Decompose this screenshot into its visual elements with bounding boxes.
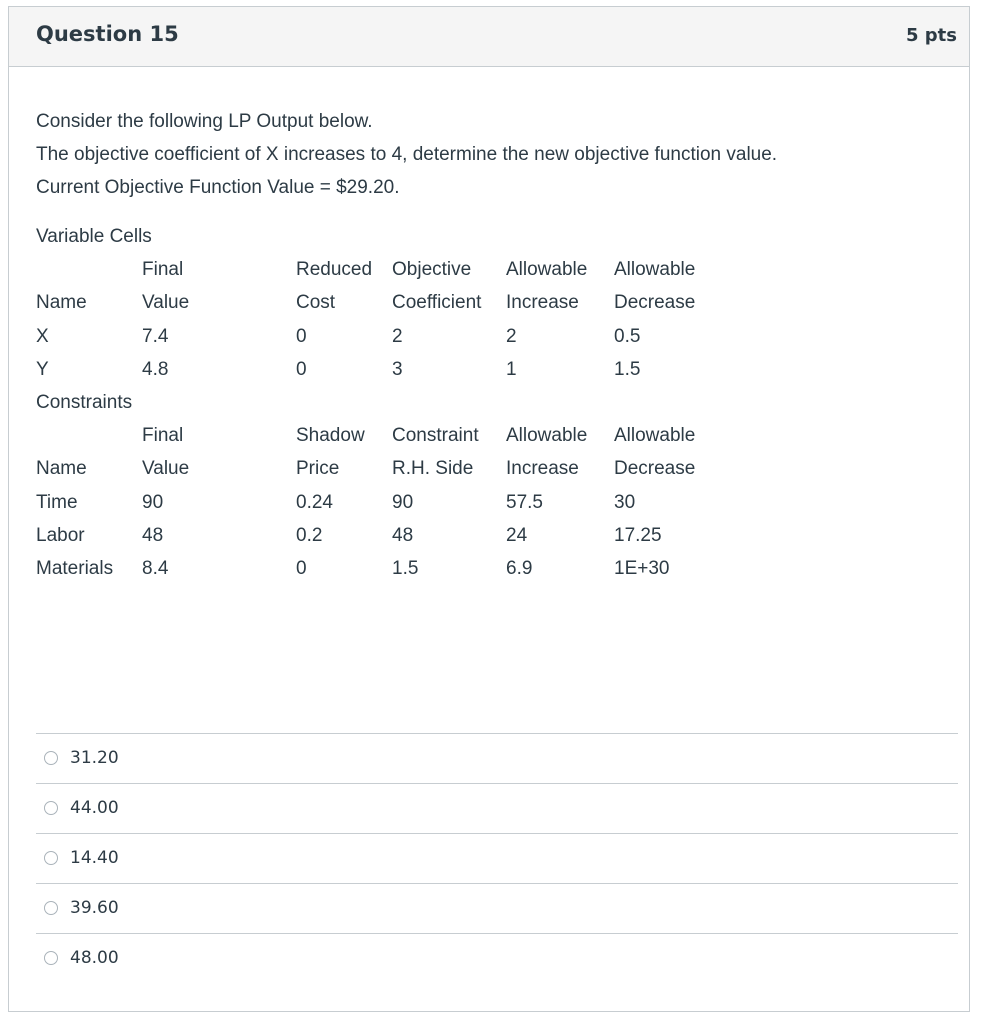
variable-cells-heading: Variable Cells [36,226,152,247]
data-cell: 6.9 [506,558,533,579]
data-cell: 48 [392,525,414,546]
header-cell: Final [142,425,184,446]
data-cell: 2 [392,326,403,347]
data-cell: 48 [142,525,164,546]
header-cell: R.H. Side [392,458,474,479]
header-cell: Allowable [614,259,696,280]
data-cell: 57.5 [506,492,543,513]
answer-option[interactable] [36,933,958,983]
question-card [8,6,970,1012]
data-cell: Labor [36,525,85,546]
header-cell: Objective [392,259,472,280]
data-cell: Y [36,359,49,380]
data-cell: 30 [614,492,636,513]
answer-label: 14.40 [70,848,119,868]
radio-button[interactable] [44,801,58,815]
data-cell: Materials [36,558,114,579]
data-cell: 0.2 [296,525,323,546]
header-cell: Reduced [296,259,373,280]
radio-button[interactable] [44,951,58,965]
question-points: 5 pts [906,25,957,46]
answer-option[interactable] [36,783,958,833]
header-cell: Name [36,292,87,313]
data-cell: 1 [506,359,517,380]
answer-list [36,733,958,983]
radio-button[interactable] [44,901,58,915]
header-cell: Increase [506,458,579,479]
data-cell: 4.8 [142,359,169,380]
data-cell: 1E+30 [614,558,670,579]
prompt-line-3: Current Objective Function Value = $29.20. [36,177,400,198]
header-cell: Decrease [614,292,696,313]
question-title: Question 15 [36,22,179,46]
radio-button[interactable] [44,851,58,865]
radio-button[interactable] [44,751,58,765]
data-cell: 90 [392,492,414,513]
data-cell: 2 [506,326,517,347]
header-cell: Coefficient [392,292,482,313]
answer-label: 44.00 [70,798,119,818]
header-cell: Final [142,259,184,280]
header-cell: Shadow [296,425,365,446]
data-cell: Time [36,492,78,513]
answer-label: 31.20 [70,748,119,768]
answer-option[interactable] [36,733,958,783]
prompt-line-2: The objective coefficient of X increases to 4, determine the new objective function value. [36,144,778,165]
header-cell: Allowable [614,425,696,446]
data-cell: 0.24 [296,492,333,513]
header-cell: Increase [506,292,579,313]
data-cell: 7.4 [142,326,169,347]
header-cell: Value [142,458,190,479]
data-cell: 0.5 [614,326,641,347]
answer-label: 48.00 [70,948,119,968]
data-cell: 1.5 [614,359,641,380]
data-cell: 90 [142,492,164,513]
data-cell: 0 [296,326,307,347]
header-cell: Allowable [506,425,588,446]
header-cell: Value [142,292,190,313]
header-cell: Allowable [506,259,588,280]
constraints-heading: Constraints [36,392,133,413]
answer-option[interactable] [36,883,958,933]
data-cell: X [36,326,49,347]
data-cell: 0 [296,359,307,380]
header-cell: Decrease [614,458,696,479]
data-cell: 0 [296,558,307,579]
header-cell: Price [296,458,340,479]
header-cell: Name [36,458,87,479]
prompt-line-1: Consider the following LP Output below. [36,111,373,132]
question-header [9,7,969,67]
data-cell: 17.25 [614,525,662,546]
answer-option[interactable] [36,833,958,883]
data-cell: 24 [506,525,528,546]
answer-label: 39.60 [70,898,119,918]
data-cell: 1.5 [392,558,419,579]
header-cell: Constraint [392,425,479,446]
data-cell: 3 [392,359,403,380]
header-cell: Cost [296,292,336,313]
data-cell: 8.4 [142,558,169,579]
